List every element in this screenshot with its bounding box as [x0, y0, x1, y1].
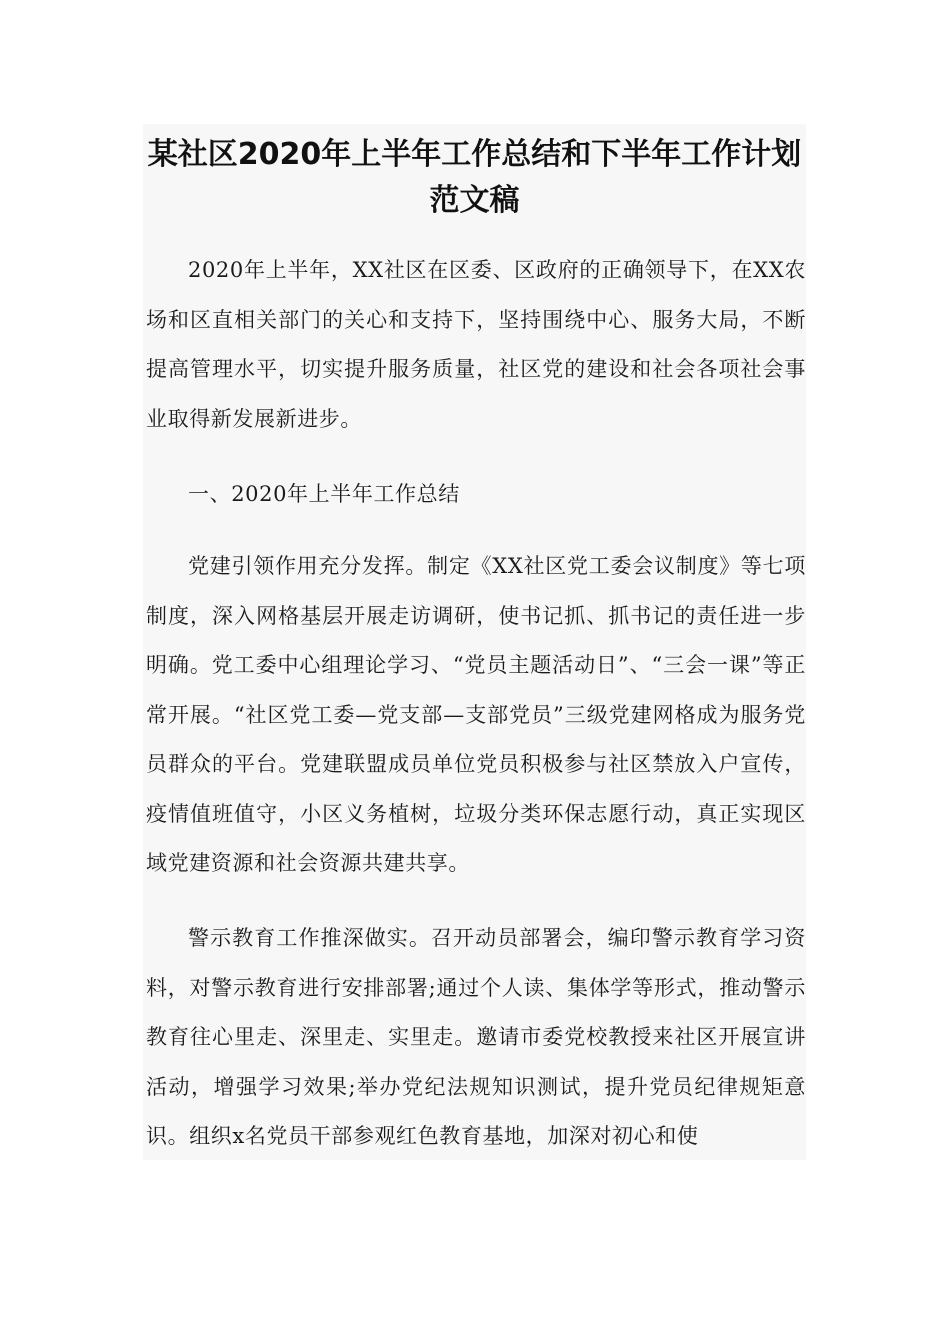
document-title: 某社区2020年上半年工作总结和下半年工作计划范文稿: [147, 137, 802, 218]
warning-education-paragraph: 警示教育工作推深做实。召开动员部署会，编印警示教育学习资料，对警示教育进行安排部署;通过个人读、集体学等形式，推动警示教育往心里走、深里走、实里走。邀请市委党校教授来社区开展宣讲活动，增强学习效果;举办党纪法规知识测试，提升党员纪律规矩意识。组织x名党员干部参观红色教育基地，加深对初心和使: [146, 926, 806, 1148]
intro-paragraph: 2020年上半年，XX社区在区委、区政府的正确领导下，在XX农场和区直相关部门的关心和支持下，坚持围绕中心、服务大局，不断提高管理水平，切实提升服务质量，社区党的建设和社会各项社会事业取得新发展新进步。: [146, 258, 806, 431]
section-heading: 一、2020年上半年工作总结: [188, 482, 460, 506]
party-building-paragraph: 党建引领作用充分发挥。制定《XX社区党工委会议制度》等七项制度，深入网格基层开展走访调研，使书记抓、抓书记的责任进一步明确。党工委中心组理论学习、“党员主题活动日”、“三会一课”等正常开展。“社区党工委—党支部—支部党员”三级党建网格成为服务党员群众的平台。党建联盟成员单位党员积极参与社区禁放入户宣传，疫情值班值守，小区义务植树，垃圾分类环保志愿行动，真正实现区域党建资源和社会资源共建共享。: [146, 554, 806, 875]
